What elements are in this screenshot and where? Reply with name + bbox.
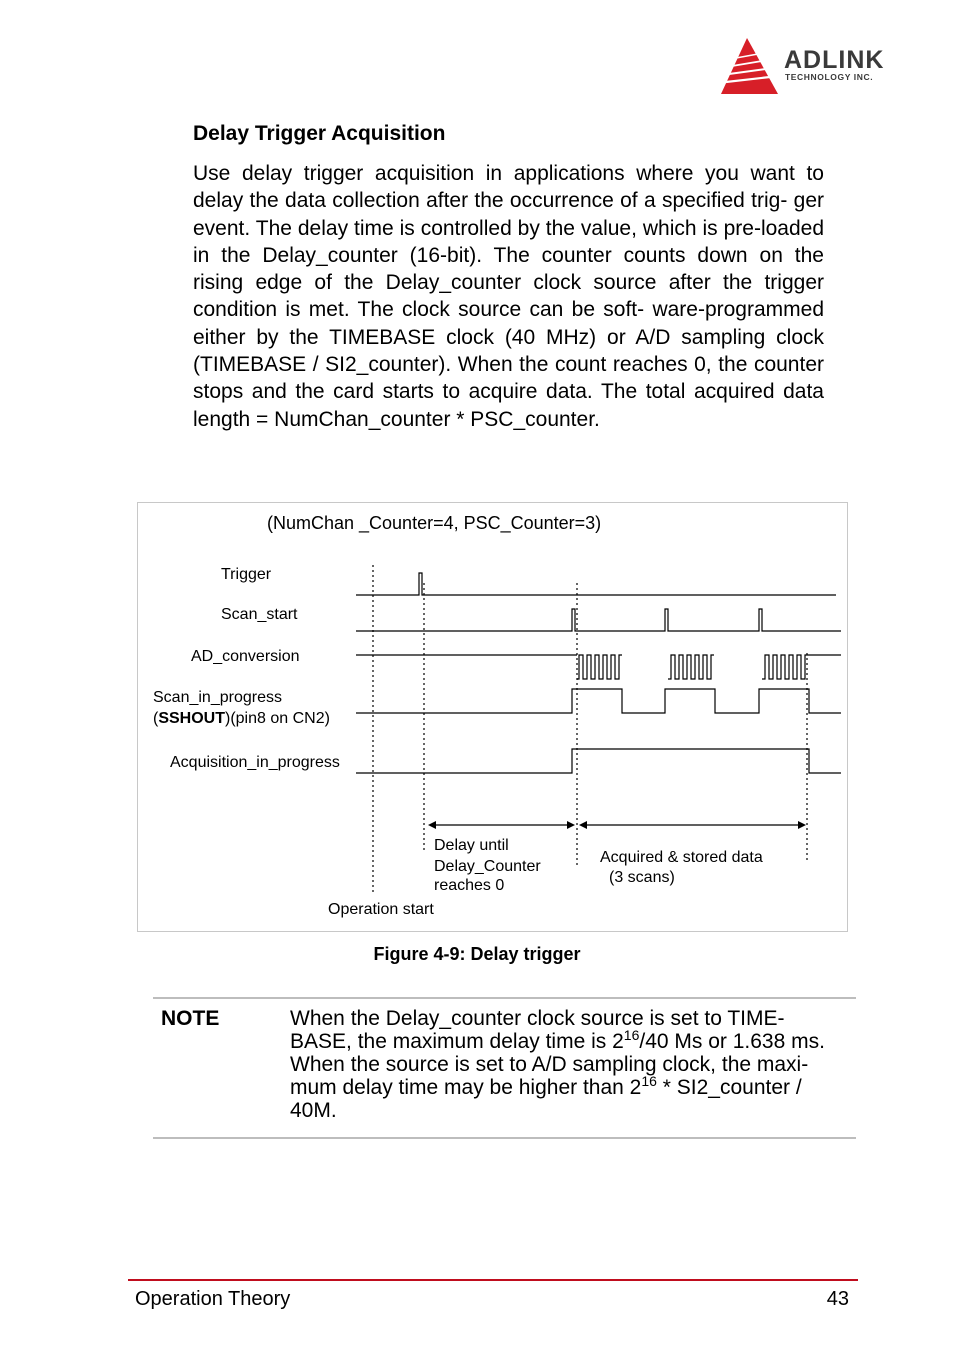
- footer-section-title: Operation Theory: [135, 1288, 291, 1310]
- label-scan-in-progress: Scan_in_progress: [153, 689, 282, 706]
- logo-name: ADLINK: [784, 46, 885, 74]
- adlink-logo: [718, 36, 918, 98]
- note-divider-bottom: [153, 1137, 856, 1139]
- footer-rule: [128, 1279, 858, 1281]
- page-number: 43: [826, 1288, 849, 1310]
- body-line: ger event. The delay time is controlled by the value, which is: [193, 189, 824, 240]
- note-text: [290, 1007, 855, 1122]
- delay-annotation-line1: Delay until: [434, 837, 509, 854]
- body-line: delay the data collection after the occurrence of a specified trig-: [193, 189, 788, 213]
- delay-annotation-line3: reaches 0: [434, 877, 505, 894]
- scan-in-progress-waveform: [356, 689, 841, 713]
- body-line: after the trigger condition is met. The clock source can be soft-: [193, 271, 824, 322]
- logo-tagline: TECHNOLOGY INC.: [785, 72, 874, 82]
- timing-diagram: [137, 502, 848, 932]
- ad-conversion-waveform: [356, 655, 841, 679]
- figure-caption: Figure 4-9: Delay trigger: [373, 944, 581, 964]
- figure-subtitle: (NumChan _Counter=4, PSC_Counter=3): [267, 513, 602, 533]
- body-line: A/D sampling clock (TIMEBASE / SI2_counter). When the: [193, 325, 825, 377]
- section-heading: Delay Trigger Acquisition: [193, 122, 446, 145]
- label-scan-start: Scan_start: [221, 606, 298, 623]
- note-line: BASE, the maximum delay time is $2^{16}/40$ Ms or 1.638 ms.: [290, 1027, 825, 1053]
- note-line: mum delay time may be higher than $2^{16}$ * SI2_counter /: [290, 1073, 802, 1099]
- acquired-annotation-line1: Acquired & stored data: [600, 849, 763, 866]
- scan-start-waveform: [356, 609, 841, 631]
- body-line: down on the rising edge of the Delay_counter clock source: [193, 243, 824, 295]
- body-line: NumChan_counter * PSC_counter.: [274, 407, 600, 431]
- note-line: 40M.: [290, 1099, 337, 1122]
- adlink-triangle-icon: [718, 36, 782, 98]
- note-divider-top: [153, 997, 856, 999]
- trigger-waveform: [356, 573, 836, 595]
- acquisition-in-progress-waveform: [356, 749, 841, 773]
- label-acquisition-in-progress: Acquisition_in_progress: [170, 754, 340, 771]
- note-line: When the Delay_counter clock source is set to TIME-: [290, 1007, 785, 1030]
- body-line: acquire data. The total acquired data length =: [193, 380, 824, 431]
- section-body: [193, 160, 824, 433]
- body-line: ware-programmed either by the TIMEBASE clock (40 MHz) or: [193, 298, 824, 349]
- label-sshout: (SSHOUT)(pin8 on CN2): [153, 710, 330, 727]
- body-line: Use delay trigger acquisition in applications where you want to: [193, 162, 824, 185]
- note-line: When the source is set to A/D sampling clock, the maxi-: [290, 1053, 809, 1076]
- operation-start-label: Operation start: [328, 901, 434, 918]
- delay-annotation-line2: Delay_Counter: [434, 858, 541, 875]
- body-line: count reaches 0, the counter stops and the card starts to: [193, 353, 824, 404]
- label-ad-conversion: AD_conversion: [191, 648, 300, 665]
- label-trigger: Trigger: [221, 566, 272, 583]
- acquired-annotation-line2: (3 scans): [609, 869, 675, 886]
- body-line: pre-loaded in the Delay_counter (16-bit). The counter counts: [193, 216, 824, 267]
- note-label: NOTE: [161, 1007, 220, 1030]
